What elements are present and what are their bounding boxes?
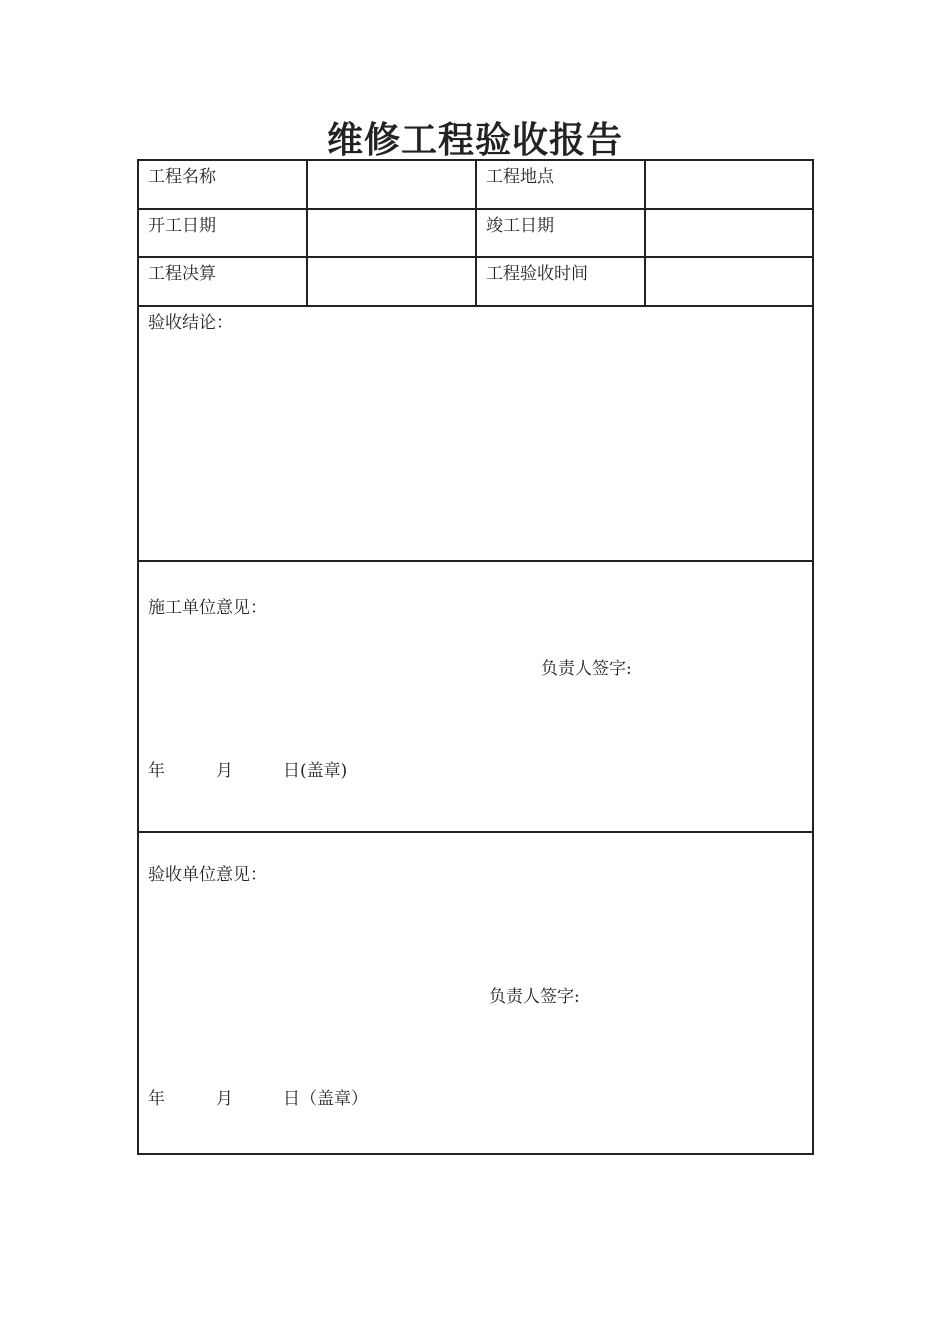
construction-unit-opinion-label: 施工单位意见： <box>148 598 267 618</box>
acceptance-time-label: 工程验收时间 <box>477 258 646 305</box>
completion-date-field[interactable] <box>646 210 812 256</box>
construction-unit-date-month: 月 <box>216 761 233 781</box>
acceptance-unit-date-month: 月 <box>216 1089 233 1109</box>
acceptance-report-form <box>137 159 814 1155</box>
final-account-field[interactable] <box>308 258 477 305</box>
info-row-dates <box>139 210 812 258</box>
project-location-field[interactable] <box>646 161 812 208</box>
project-name-field[interactable] <box>308 161 477 208</box>
page-title: 维修工程验收报告 <box>326 119 623 161</box>
final-account-label: 工程决算 <box>139 258 308 305</box>
conclusion-label: 验收结论： <box>148 313 233 333</box>
construction-unit-date-year: 年 <box>148 761 165 781</box>
start-date-label: 开工日期 <box>139 210 308 256</box>
project-name-label: 工程名称 <box>139 161 308 208</box>
acceptance-unit-date-day-seal: 日（盖章） <box>283 1089 368 1109</box>
conclusion-section <box>139 307 812 562</box>
start-date-field[interactable] <box>308 210 477 256</box>
acceptance-unit-date-year: 年 <box>148 1089 165 1109</box>
acceptance-unit-signature-label: 负责人签字: <box>489 987 580 1007</box>
construction-unit-section <box>139 562 812 833</box>
info-row-settlement <box>139 258 812 307</box>
acceptance-unit-opinion-label: 验收单位意见： <box>148 865 267 885</box>
acceptance-time-field[interactable] <box>646 258 812 305</box>
acceptance-unit-section <box>139 833 812 1153</box>
info-row-project-name <box>139 161 812 210</box>
construction-unit-signature-label: 负责人签字: <box>541 659 632 679</box>
project-location-label: 工程地点 <box>477 161 646 208</box>
completion-date-label: 竣工日期 <box>477 210 646 256</box>
construction-unit-date-day-seal: 日(盖章) <box>283 761 348 781</box>
